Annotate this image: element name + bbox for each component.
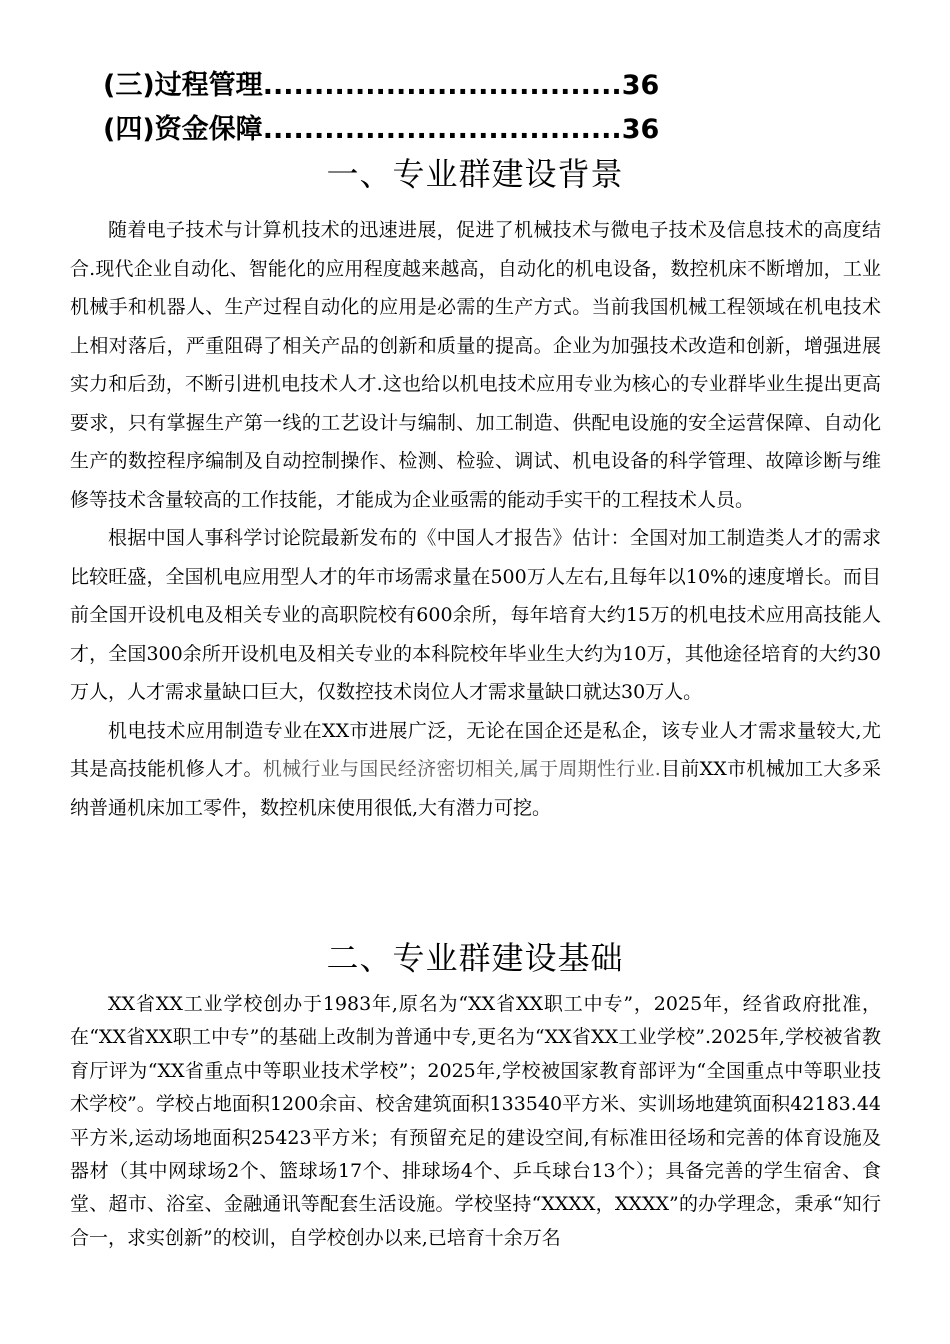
paragraph-text-gray: 机械行业与国民经济密切相关,属于周期性行业. xyxy=(262,758,661,780)
paragraph xyxy=(70,712,881,828)
toc-leader-dots: ................................... xyxy=(262,70,622,101)
paragraph: 根据中国人事科学讨论院最新发布的《中国人才报告》估计：全国对加工制造类人才的需求比较旺盛，全国机电应用型人才的年市场需求量在500万人左右,且每年以10%的速度增长。而目前全国开设机电及相关专业的高职院校有600余所，每年培育大约15万的机电技术应用高技能人才，全国300余所开设机电及相关专业的本科院校年毕业生大约为10万，其他途径培育的大约30万人，人才需求量缺口巨大，仅数控技术岗位人才需求量缺口就达30万人。 xyxy=(70,527,881,703)
paragraph-text: 机电技术应用制造专业在XX市进展广泛，无论在国企还是私企，该专业人才需求量较大,尤其是高技能机修人才。 xyxy=(70,719,881,780)
toc-leader-dots: ................................... xyxy=(262,114,622,145)
toc-page-number: 36 xyxy=(621,70,660,101)
toc-entry-label: (四)资金保障 xyxy=(103,114,263,145)
section-heading: 二、专业群建设基础 xyxy=(326,939,624,977)
section-body xyxy=(70,211,881,827)
paragraph: 随着电子技术与计算机技术的迅速进展，促进了机械技术与微电子技术及信息技术的高度结合.现代企业自动化、智能化的应用程度越来越高，自动化的机电设备，数控机床不断增加，工业机械手和机器人、生产过程自动化的应用是必需的生产方式。当前我国机械工程领域在机电技术上相对落后，严重阻碍了相关产品的创新和质量的提高。企业为加强技术改造和创新，增强进展实力和后劲，不断引进机电技术人才.这也给以机电技术应用专业为核心的专业群毕业生提出更高要求，只有掌握生产第一线的工艺设计与编制、加工制造、供配电设施的安全运营保障、自动化生产的数控程序编制及自动控制操作、检测、检验、调试、机电设备的科学管理、故障诊断与维修等技术含量较高的工作技能，才能成为企业亟需的能动手实干的工程技术人员。 xyxy=(70,219,881,511)
paragraph-text: 目前XX市机械加工大多采纳普通机床加工零件，数控机床使用很低,大有潜力可挖。 xyxy=(70,758,881,819)
section-body xyxy=(70,988,881,1255)
toc-entry[interactable] xyxy=(103,66,743,106)
toc-entry[interactable] xyxy=(103,110,743,150)
section-heading: 一、专业群建设背景 xyxy=(326,155,624,193)
toc-page-number: 36 xyxy=(621,114,660,145)
paragraph: XX省XX工业学校创办于1983年,原名为“XX省XX职工中专”，2025年，经省政府批准，在“XX省XX职工中专”的基础上改制为普通中专,更名为“XX省XX工业学校”.2025年,学校被省教育厅评为“XX省重点中等职业技术学校”；2025年,学校被国家教育部评为“全国重点中等职业技术学校”。学校占地面积1200余亩、校舍建筑面积133540平方米、实训场地建筑面积42183.44平方米,运动场地面积25423平方米；有预留充足的建设空间,有标准田径场和完善的体育设施及器材（其中网球场2个、篮球场17个、排球场4个、乒乓球台13个）；具备完善的学生宿舍、食堂、超市、浴室、金融通讯等配套生活设施。学校坚持“XXXX，XXXX”的办学理念，秉承“知行合一，求实创新”的校训，自学校创办以来,已培育十余万名 xyxy=(70,993,881,1249)
toc-entry-label: (三)过程管理 xyxy=(103,70,263,101)
